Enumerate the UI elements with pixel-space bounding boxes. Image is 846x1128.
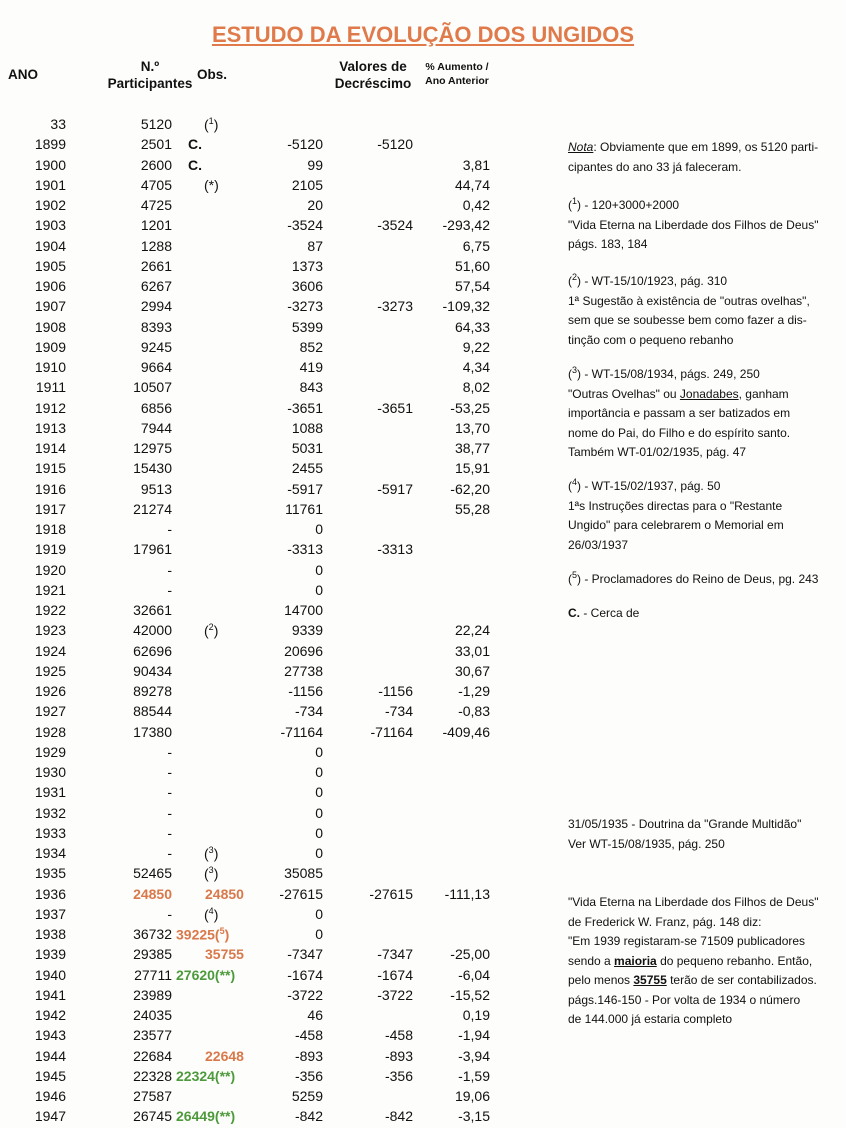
value-cell: -3313 bbox=[287, 541, 323, 558]
year-cell: 1926 bbox=[34, 683, 66, 699]
note-line: "Outras Ovelhas" ou Jonadabes, ganham bbox=[568, 386, 789, 401]
participants-cell: 24850 bbox=[133, 885, 172, 902]
year-cell: 1911 bbox=[35, 379, 66, 396]
participants-cell: 90434 bbox=[133, 662, 172, 679]
percent-cell: 0,19 bbox=[462, 1007, 490, 1023]
participants-cell: 27587 bbox=[133, 1088, 172, 1104]
participants-cell: 9513 bbox=[140, 480, 172, 497]
header-obs: Obs. bbox=[197, 67, 228, 82]
year-cell: 1924 bbox=[34, 642, 66, 659]
year-cell: 33 bbox=[50, 116, 66, 132]
value-cell: -356 bbox=[294, 1067, 323, 1084]
obs-cell: ($^3$) bbox=[204, 865, 219, 882]
decrease-cell: -356 bbox=[384, 1067, 413, 1084]
percent-cell: 38,77 bbox=[454, 440, 490, 456]
percent-cell: 0,42 bbox=[462, 197, 490, 213]
obs-cell: ($^3$) bbox=[204, 845, 219, 862]
percent-cell: 19,06 bbox=[454, 1088, 490, 1104]
percent-cell: 64,33 bbox=[454, 318, 490, 335]
note-line: ($^3$) - WT-15/08/1934, págs. 249, 250 bbox=[568, 365, 760, 381]
participants-cell: - bbox=[167, 824, 172, 841]
year-cell: 1942 bbox=[34, 1007, 66, 1023]
participants-cell: 15430 bbox=[133, 460, 172, 477]
participants-cell: - bbox=[167, 581, 172, 598]
year-cell: 1938 bbox=[34, 926, 66, 942]
value-cell: -1156 bbox=[288, 683, 323, 699]
note-line: ($^5$) - Proclamadores do Reino de Deus, pg. 243 bbox=[568, 570, 819, 586]
decrease-cell: -893 bbox=[384, 1047, 413, 1064]
year-cell: 1921 bbox=[34, 581, 66, 598]
participants-cell: 23989 bbox=[133, 986, 172, 1003]
note-line: cipantes do ano 33 já faleceram. bbox=[568, 159, 742, 174]
page-title: ESTUDO DA EVOLUÇÃO DOS UNGIDOS bbox=[211, 22, 635, 47]
percent-cell: -3,15 bbox=[458, 1108, 490, 1125]
header-valores-line2: Decréscimo bbox=[334, 76, 412, 91]
obs-cell: ($^1$) bbox=[204, 116, 219, 133]
value-cell: 20696 bbox=[284, 642, 323, 659]
note-block bbox=[568, 473, 843, 555]
value-cell: -3273 bbox=[287, 298, 323, 315]
participants-cell: 89278 bbox=[133, 683, 172, 699]
note-line: de 144.000 já estaria completo bbox=[568, 1012, 733, 1026]
header-pct-line2: Ano Anterior bbox=[425, 75, 489, 87]
decrease-cell: -71164 bbox=[370, 723, 413, 740]
obs-cell: ($^2$) bbox=[204, 622, 219, 639]
year-cell: 1928 bbox=[34, 723, 66, 740]
participants-cell: - bbox=[167, 561, 172, 578]
header-valores bbox=[328, 58, 418, 92]
value-cell: 0 bbox=[315, 824, 323, 841]
participants-cell: 36732 bbox=[133, 926, 172, 942]
note-line: tinção com o pequeno rebanho bbox=[568, 332, 734, 347]
note-line: 1ª Sugestão à existência de "outras ovelhas", bbox=[568, 293, 810, 308]
percent-cell: -15,52 bbox=[450, 986, 490, 1003]
year-cell: 1933 bbox=[34, 824, 66, 841]
value-cell: -71164 bbox=[280, 723, 323, 740]
year-cell: 1946 bbox=[34, 1088, 66, 1104]
participants-cell: 2600 bbox=[140, 156, 172, 173]
note-block bbox=[568, 138, 843, 177]
percent-cell: 4,34 bbox=[462, 359, 490, 375]
percent-cell: -53,25 bbox=[450, 399, 490, 416]
percent-cell: -3,94 bbox=[458, 1047, 490, 1064]
value-cell: 0 bbox=[315, 561, 323, 578]
year-cell: 1903 bbox=[34, 217, 66, 234]
value-cell: 87 bbox=[307, 237, 323, 254]
participants-cell: - bbox=[167, 764, 172, 780]
participants-cell: 22684 bbox=[133, 1047, 172, 1064]
year-cell: 1918 bbox=[34, 521, 66, 537]
participants-cell: 9245 bbox=[140, 338, 172, 355]
year-cell: 1919 bbox=[34, 541, 66, 558]
note-line: págs.146-150 - Por volta de 1934 o número bbox=[568, 992, 801, 1007]
participants-cell: 22328 bbox=[133, 1067, 172, 1084]
percent-cell: -111,13 bbox=[444, 885, 490, 902]
table-row bbox=[0, 116, 846, 136]
note-line: págs. 183, 184 bbox=[568, 237, 648, 251]
percent-cell: -62,20 bbox=[450, 480, 490, 497]
value-cell: 5259 bbox=[291, 1088, 323, 1104]
year-cell: 1909 bbox=[34, 338, 66, 355]
year-cell: 1934 bbox=[34, 845, 66, 861]
year-cell: 1908 bbox=[34, 318, 66, 335]
year-cell: 1935 bbox=[34, 865, 66, 882]
table-row bbox=[0, 784, 846, 804]
value-cell: 11761 bbox=[285, 500, 323, 517]
value-cell: 843 bbox=[299, 379, 323, 396]
percent-cell: -293,42 bbox=[442, 217, 490, 234]
year-cell: 1917 bbox=[34, 500, 66, 517]
note-line: nome do Pai, do Filho e do espírito santo. bbox=[568, 425, 791, 440]
obs-cell: 22324(**) bbox=[176, 1067, 236, 1084]
participants-cell: 2994 bbox=[140, 298, 172, 315]
participants-cell: 29385 bbox=[133, 946, 172, 963]
percent-cell: -0,83 bbox=[458, 703, 490, 720]
note-line: 1ªs Instruções directas para o "Restante bbox=[568, 498, 783, 513]
year-cell: 1922 bbox=[34, 602, 66, 618]
value-cell: 2105 bbox=[291, 176, 323, 193]
decrease-cell: -7347 bbox=[377, 946, 413, 963]
percent-cell: -25,00 bbox=[450, 946, 490, 963]
table-row bbox=[0, 1088, 846, 1108]
percent-cell: 51,60 bbox=[454, 257, 490, 274]
participants-cell: 24035 bbox=[133, 1007, 172, 1023]
year-cell: 1927 bbox=[34, 703, 66, 720]
value-cell: 1373 bbox=[291, 257, 323, 274]
table-row bbox=[0, 683, 846, 703]
note-line: pelo menos 35755 terão de ser contabilizados. bbox=[568, 973, 817, 987]
value-cell: -5120 bbox=[287, 136, 323, 153]
note-block bbox=[568, 815, 843, 854]
year-cell: 1943 bbox=[34, 1027, 66, 1044]
participants-cell: 4725 bbox=[140, 197, 172, 213]
value-cell: 419 bbox=[299, 359, 323, 375]
note-line: C. - Cerca de bbox=[568, 606, 640, 620]
decrease-cell: -842 bbox=[384, 1108, 413, 1125]
header-valores-line1: Valores de bbox=[339, 59, 407, 74]
participants-cell: 2661 bbox=[140, 257, 172, 274]
obs-cell: 22648 bbox=[205, 1047, 244, 1064]
note-block bbox=[568, 604, 843, 624]
value-cell: -893 bbox=[294, 1047, 323, 1064]
value-cell: -3524 bbox=[287, 217, 323, 234]
participants-cell: 1201 bbox=[140, 217, 172, 234]
year-cell: 1916 bbox=[34, 480, 66, 497]
note-line: de Frederick W. Franz, pág. 148 diz: bbox=[568, 914, 762, 929]
participants-cell: 52465 bbox=[133, 865, 172, 882]
year-cell: 1937 bbox=[34, 905, 66, 922]
percent-cell: 9,22 bbox=[462, 338, 490, 355]
obs-cell: 27620(**) bbox=[176, 966, 236, 983]
obs-cell: 35755 bbox=[205, 946, 244, 963]
value-cell: -7347 bbox=[287, 946, 323, 963]
table-row bbox=[0, 744, 846, 764]
note-block bbox=[568, 893, 843, 1030]
year-cell: 1901 bbox=[34, 176, 66, 193]
year-cell: 1945 bbox=[34, 1067, 66, 1084]
participants-cell: 5120 bbox=[140, 116, 172, 132]
note-line: ($^2$) - WT-15/10/1923, pág. 310 bbox=[568, 272, 728, 288]
value-cell: 0 bbox=[315, 926, 323, 942]
note-line: Também WT-01/02/1935, pág. 47 bbox=[568, 445, 747, 459]
decrease-cell: -3651 bbox=[377, 399, 413, 416]
participants-cell: - bbox=[167, 743, 172, 760]
note-line: sendo a maioria do pequeno rebanho. Então, bbox=[568, 953, 813, 968]
participants-cell: 21274 bbox=[133, 500, 172, 517]
decrease-cell: -3524 bbox=[377, 217, 413, 234]
participants-cell: - bbox=[167, 521, 172, 537]
participants-cell: 27711 bbox=[134, 966, 172, 983]
value-cell: -734 bbox=[294, 703, 323, 720]
year-cell: 1941 bbox=[34, 986, 66, 1003]
value-cell: 3606 bbox=[291, 278, 323, 294]
value-cell: 0 bbox=[315, 743, 323, 760]
percent-cell: -1,59 bbox=[458, 1067, 490, 1084]
year-cell: 1930 bbox=[34, 764, 66, 780]
decrease-cell: -734 bbox=[384, 703, 413, 720]
percent-cell: -1,94 bbox=[458, 1027, 490, 1044]
year-cell: 1915 bbox=[34, 460, 66, 477]
value-cell: -842 bbox=[294, 1108, 323, 1125]
table-row bbox=[0, 764, 846, 784]
participants-cell: 6267 bbox=[140, 278, 172, 294]
note-line: "Vida Eterna na Liberdade dos Filhos de Deus" bbox=[568, 895, 819, 909]
obs-cell: C. bbox=[188, 156, 202, 173]
participants-cell: - bbox=[167, 905, 172, 922]
participants-cell: 26745 bbox=[133, 1108, 172, 1125]
participants-cell: - bbox=[167, 845, 172, 861]
value-cell: 99 bbox=[307, 156, 323, 173]
table-row bbox=[0, 1108, 846, 1128]
participants-cell: 9664 bbox=[140, 359, 172, 375]
value-cell: 0 bbox=[315, 581, 323, 598]
year-cell: 1940 bbox=[34, 966, 66, 983]
percent-cell: 33,01 bbox=[454, 642, 490, 659]
table-row bbox=[0, 622, 846, 642]
participants-cell: - bbox=[167, 784, 172, 801]
value-cell: 27738 bbox=[284, 662, 323, 679]
value-cell: 2455 bbox=[291, 460, 323, 477]
decrease-cell: -5917 bbox=[377, 480, 413, 497]
percent-cell: 30,67 bbox=[454, 662, 490, 679]
value-cell: 852 bbox=[299, 338, 323, 355]
decrease-cell: -3273 bbox=[377, 298, 413, 315]
percent-cell: -409,46 bbox=[442, 723, 490, 740]
percent-cell: 44,74 bbox=[454, 176, 490, 193]
table-row bbox=[0, 1048, 846, 1068]
percent-cell: 22,24 bbox=[454, 622, 490, 639]
note-line: Nota: Obviamente que em 1899, os 5120 parti- bbox=[568, 140, 819, 154]
note-line: ($^4$) - WT-15/02/1937, pág. 50 bbox=[568, 477, 721, 493]
year-cell: 1947 bbox=[34, 1108, 66, 1125]
year-cell: 1904 bbox=[34, 237, 66, 254]
year-cell: 1912 bbox=[34, 399, 66, 416]
obs-cell: 26449(**) bbox=[176, 1108, 236, 1125]
decrease-cell: -458 bbox=[384, 1027, 413, 1044]
decrease-cell: -3722 bbox=[377, 986, 413, 1003]
value-cell: 0 bbox=[315, 905, 323, 922]
participants-cell: 2501 bbox=[140, 136, 172, 153]
percent-cell: -109,32 bbox=[442, 298, 490, 315]
header-ano: ANO bbox=[8, 67, 38, 82]
participants-cell: 42000 bbox=[133, 622, 172, 639]
percent-cell: 3,81 bbox=[462, 156, 490, 173]
value-cell: 0 bbox=[315, 784, 323, 801]
note-block bbox=[568, 268, 843, 350]
participants-cell: 88544 bbox=[133, 703, 172, 720]
value-cell: 0 bbox=[315, 764, 323, 780]
value-cell: 0 bbox=[315, 521, 323, 537]
note-line: Ver WT-15/08/1935, pág. 250 bbox=[568, 836, 725, 851]
obs-cell: ($^4$) bbox=[204, 905, 219, 923]
note-line: Ungido" para celebrarem o Memorial em bbox=[568, 518, 784, 532]
percent-cell: 8,02 bbox=[462, 379, 490, 396]
value-cell: -27615 bbox=[279, 885, 323, 902]
table-row bbox=[0, 663, 846, 683]
decrease-cell: -5120 bbox=[377, 136, 413, 153]
participants-cell: 12975 bbox=[133, 440, 172, 456]
participants-cell: 8393 bbox=[140, 318, 172, 335]
header-participantes-line1: N.º bbox=[140, 59, 160, 74]
decrease-cell: -3313 bbox=[377, 541, 413, 558]
note-line: ($^1$) - 120+3000+2000 bbox=[568, 196, 680, 212]
table-row bbox=[0, 1027, 846, 1047]
year-cell: 1920 bbox=[34, 561, 66, 578]
participants-cell: 17380 bbox=[133, 723, 172, 740]
note-line: 26/03/1937 bbox=[568, 537, 629, 552]
year-cell: 1931 bbox=[34, 784, 66, 801]
value-cell: 20 bbox=[307, 197, 323, 213]
value-cell: 0 bbox=[315, 804, 323, 821]
decrease-cell: -1674 bbox=[377, 966, 413, 983]
header-participantes-line2: Participantes bbox=[107, 76, 193, 91]
table-row bbox=[0, 865, 846, 885]
obs-cell: 24850 bbox=[205, 885, 244, 902]
percent-cell: -1,29 bbox=[458, 683, 490, 699]
decrease-cell: -27615 bbox=[369, 885, 413, 902]
percent-cell: 55,28 bbox=[454, 500, 490, 517]
value-cell: 1088 bbox=[291, 419, 323, 436]
participants-cell: 32661 bbox=[133, 602, 172, 618]
table-row bbox=[0, 724, 846, 744]
participants-cell: 62696 bbox=[133, 642, 172, 659]
participants-cell: 10507 bbox=[133, 379, 172, 396]
value-cell: -458 bbox=[294, 1027, 323, 1044]
value-cell: 9339 bbox=[291, 622, 323, 639]
header-pct bbox=[418, 60, 496, 88]
year-cell: 1923 bbox=[34, 622, 66, 639]
participants-cell: 23577 bbox=[133, 1027, 172, 1044]
obs-cell: (*) bbox=[204, 176, 219, 193]
table-row bbox=[0, 643, 846, 663]
value-cell: 5399 bbox=[291, 318, 323, 335]
year-cell: 1900 bbox=[34, 156, 66, 173]
note-line: 31/05/1935 - Doutrina da "Grande Multidão" bbox=[568, 817, 802, 831]
year-cell: 1944 bbox=[34, 1047, 66, 1064]
percent-cell: 6,75 bbox=[462, 237, 490, 254]
value-cell: -5917 bbox=[287, 480, 323, 497]
year-cell: 1899 bbox=[34, 136, 66, 153]
value-cell: 35085 bbox=[284, 865, 323, 882]
year-cell: 1929 bbox=[34, 743, 66, 760]
percent-cell: 13,70 bbox=[454, 419, 490, 436]
decrease-cell: -1156 bbox=[378, 683, 413, 699]
year-cell: 1907 bbox=[34, 298, 66, 315]
note-line: sem que se soubesse bem como fazer a dis- bbox=[568, 313, 807, 327]
note-block bbox=[568, 566, 843, 590]
header-participantes bbox=[100, 58, 200, 92]
value-cell: 14700 bbox=[284, 602, 323, 618]
year-cell: 1936 bbox=[34, 885, 66, 902]
note-line: "Vida Eterna na Liberdade dos Filhos de Deus" bbox=[568, 217, 819, 232]
participants-cell: - bbox=[167, 804, 172, 821]
percent-cell: 57,54 bbox=[454, 278, 490, 294]
value-cell: 0 bbox=[315, 845, 323, 861]
obs-cell: C. bbox=[188, 136, 202, 153]
note-block bbox=[568, 192, 843, 255]
note-line: "Em 1939 registaram-se 71509 publicadores bbox=[568, 934, 806, 948]
table-row bbox=[0, 703, 846, 723]
participants-cell: 17961 bbox=[133, 541, 172, 558]
obs-cell: 39225($^5$) bbox=[176, 926, 230, 943]
participants-cell: 4705 bbox=[140, 176, 172, 193]
participants-cell: 6856 bbox=[140, 399, 172, 416]
note-block bbox=[568, 361, 843, 463]
percent-cell: -6,04 bbox=[458, 966, 490, 983]
value-cell: -3722 bbox=[287, 986, 323, 1003]
year-cell: 1906 bbox=[34, 278, 66, 294]
year-cell: 1939 bbox=[34, 946, 66, 963]
year-cell: 1902 bbox=[34, 197, 66, 213]
year-cell: 1932 bbox=[34, 804, 66, 821]
value-cell: -1674 bbox=[287, 966, 323, 983]
year-cell: 1905 bbox=[34, 257, 66, 274]
year-cell: 1910 bbox=[34, 359, 66, 375]
table-row bbox=[0, 1068, 846, 1088]
note-line: importância e passam a ser batizados em bbox=[568, 406, 791, 420]
header-pct-line1: % Aumento / bbox=[425, 61, 489, 73]
participants-cell: 7944 bbox=[140, 419, 172, 436]
value-cell: 46 bbox=[307, 1007, 323, 1023]
year-cell: 1925 bbox=[34, 662, 66, 679]
percent-cell: 15,91 bbox=[454, 460, 490, 477]
year-cell: 1914 bbox=[34, 440, 66, 456]
value-cell: 5031 bbox=[291, 440, 323, 456]
value-cell: -3651 bbox=[287, 399, 323, 416]
year-cell: 1913 bbox=[34, 419, 66, 436]
participants-cell: 1288 bbox=[140, 237, 172, 254]
